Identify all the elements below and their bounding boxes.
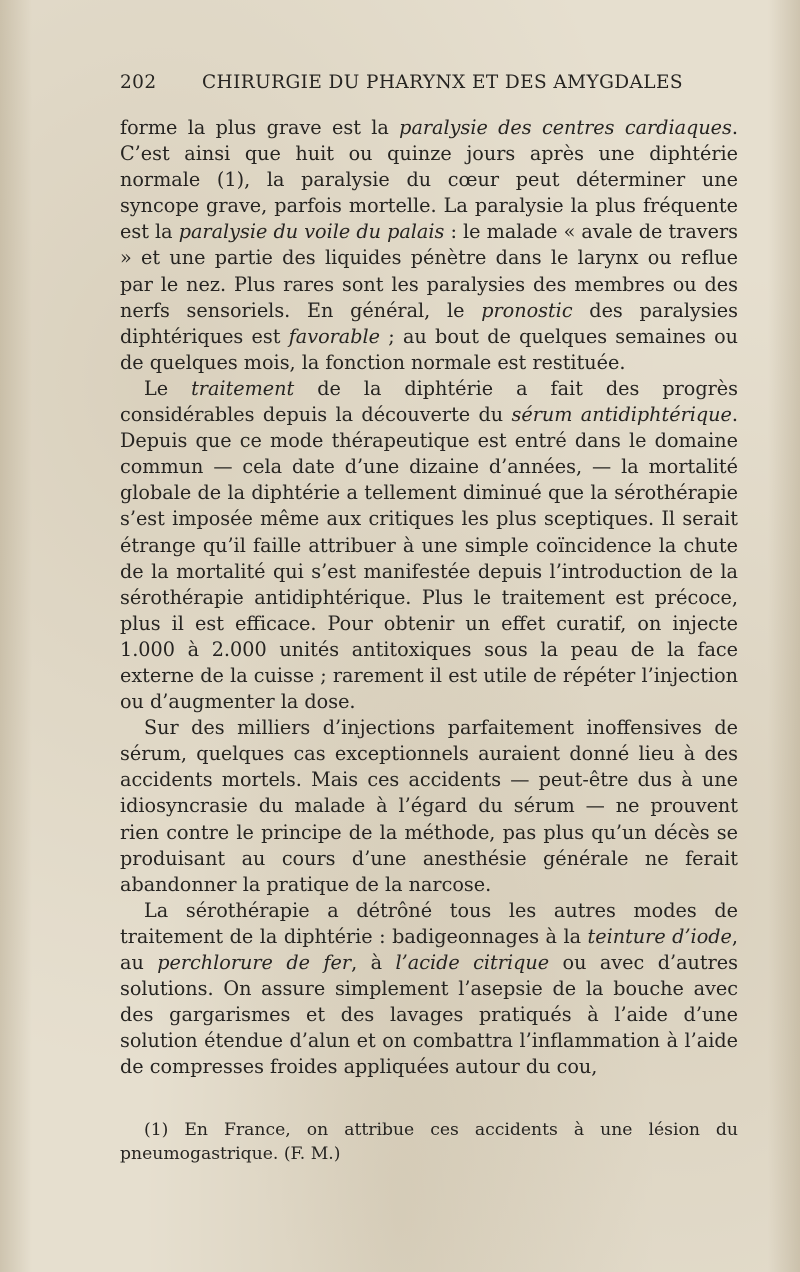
paragraph-4-italic: teinture d’iode bbox=[587, 924, 732, 948]
paragraph-1-segment: des paralysies diphtériques est bbox=[120, 298, 738, 348]
paragraph-4 bbox=[120, 898, 738, 1081]
paragraph-4-italic: l’acide citrique bbox=[395, 951, 550, 974]
paragraph-2-segment: de la diphtérie a fait des progrès considérables depuis la découverte du bbox=[120, 376, 738, 427]
running-title: CHIRURGIE DU PHARYNX ET DES AMYGDALES bbox=[202, 72, 683, 93]
paragraph-1-italic: paralysie du voile du palais bbox=[178, 220, 445, 244]
body-text bbox=[120, 115, 738, 1080]
paragraph-1-segment: ; au bout de quelques semaines ou de quelques mois, la fonction normale est restituée. bbox=[120, 324, 738, 374]
footnote: (1) En France, on attribue ces accidents à une lésion du pneumogastrique. (F. M.) bbox=[120, 1120, 738, 1165]
paragraph-4-segment: ou avec d’autres solutions. On assure simplement l’asepsie de la bouche avec des gargarismes et des lavages pratiqués à l’aide d’une solution étendue d’alun et on combattra l’inflammation à l’aide de compresses froides appliquées autour du cou, bbox=[120, 951, 738, 1079]
running-header bbox=[120, 72, 738, 93]
paragraph-3-segment: Sur des milliers d’injections parfaitement inoffensives de sérum, quelques cas exceptionnels auraient donné lieu à des accidents mortels. Mais ces accidents — peut-être dus à une idiosyncrasie du malade à l’égard du sérum — ne prouvent rien contre le principe de la méthode, pas plus qu’un décès se produisant au cours d’une anesthésie générale ne ferait abandonner la pratique de la narcose. bbox=[120, 716, 738, 896]
paragraph-4-italic: perchlorure de fer bbox=[157, 951, 352, 974]
paragraph-2 bbox=[120, 376, 738, 715]
paragraph-3 bbox=[120, 715, 738, 898]
paragraph-2-segment: Le bbox=[144, 376, 192, 400]
book-page bbox=[120, 72, 738, 1166]
paragraph-2-segment: . Depuis que ce mode thérapeutique est entré dans le domaine commun — cela date d’une dizaine d’années, — la mortalité globale de la diphtérie a tellement diminué que la sérothérapie s’est imposée même aux critiques les plus sceptiques. Il serait étrange qu’il faille attribuer à une simple coïncidence la chute de la mortalité qui s’est manifestée depuis l’introduction de la sérothérapie antidiphtérique. Plus le traitement est précoce, plus il est efficace. Pour obtenir un effet curatif, on injecte 1.000 à 2.000 unités antitoxiques sous la peau de la face externe de la cuisse ; rarement il est utile de répéter l’injection ou d’augmenter la dose. bbox=[120, 403, 738, 714]
paragraph-4-segment: , au bbox=[120, 924, 738, 974]
paragraph-1-segment: . C’est ainsi que huit ou quinze jours après une diphtérie normale (1), la paralysie du cœur peut déterminer une syncope grave, parfois mortelle. La paralysie la plus fréquente est la bbox=[120, 116, 738, 244]
paragraph-2-italic: traitement bbox=[191, 376, 295, 400]
paragraph-4-segment: , à bbox=[351, 951, 396, 974]
paragraph-1 bbox=[120, 115, 738, 376]
paragraph-1-segment: : le malade « avale de travers » et une partie des liquides pénètre dans le larynx ou reflue par le nez. Plus rares sont les paralysies des membres ou des nerfs sensoriels. En général, le bbox=[120, 220, 739, 322]
page-number: 202 bbox=[120, 72, 157, 93]
paragraph-4-segment: La sérothérapie a détrôné tous les autres modes de traitement de la diphtérie : badigeonnages à la bbox=[120, 898, 738, 948]
paragraph-1-italic: pronostic bbox=[481, 298, 573, 322]
paragraph-2-italic: sérum antidiphtérique bbox=[511, 403, 732, 427]
paragraph-1-italic: favorable bbox=[288, 324, 381, 348]
paragraph-1-segment: forme la plus grave est la bbox=[120, 116, 400, 139]
paragraph-1-italic: paralysie des centres cardiaques bbox=[399, 116, 732, 139]
